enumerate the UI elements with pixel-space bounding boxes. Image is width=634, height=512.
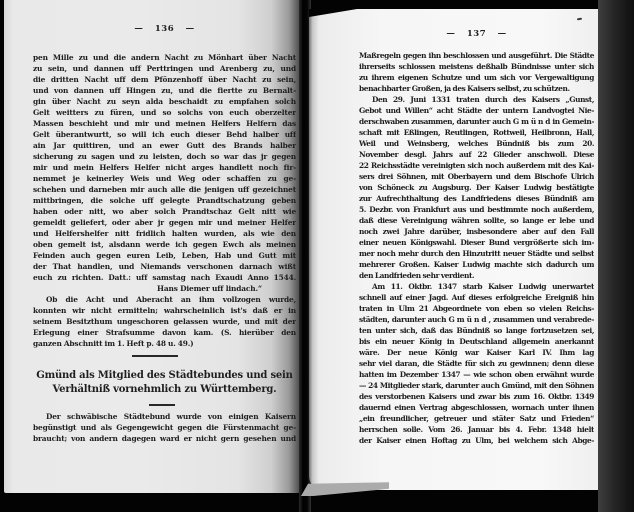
text-line: zu ihrem eigenen Schutze und um sich vor Vergewaltigung xyxy=(359,73,594,82)
text-line: Erlegung einer Strafsumme davon kam. (S. hierüber den xyxy=(33,328,296,337)
text-line: mittbringen, die solche uff gelegte Prandtschatzung geben xyxy=(33,196,296,205)
text-line: mir und mein Helfers Helfer nicht arges handlett noch fir- xyxy=(33,163,296,172)
text-line: benachbarter Großen, ja des Kaisers selbst, zu schützen. xyxy=(359,84,570,93)
right-page-text-column xyxy=(359,50,594,446)
left-paragraph-commentary xyxy=(33,294,296,349)
text-line: pen Mille zu und die andern Nacht zu Mönhart über Nacht xyxy=(33,53,296,62)
right-paragraph-intro xyxy=(359,50,594,94)
text-line: Gelt weitters zu füren, und so solchs von euch oberzelter xyxy=(33,108,296,117)
heading-divider-rule xyxy=(149,404,175,406)
text-line: 5. Dezbr. von Frankfurt aus und bestimmte noch außerdem, xyxy=(359,205,594,214)
text-line: und von dannen uff Hingen zu, und die fiertte zu Bernalt- xyxy=(33,86,296,95)
text-line: Gelt überantwurtt, so will ich euch dieser Behd halber uff xyxy=(33,130,296,139)
text-line: Gebot und Willen“ acht Städte der untern Landvogtei Nie- xyxy=(359,106,594,115)
text-line: euch zu richten. Datt.: uff samstag nach Exaudi Anno 1544. xyxy=(33,273,296,282)
text-line: 22 Reichsstädte vereinigten sich noch außerdem mit des Kai- xyxy=(359,161,594,170)
text-line: — 24 Mitglieder stark, darunter auch Gmünd, mit den Söhnen xyxy=(359,381,594,390)
text-line: mer noch mehr durch den Hinzutritt neuer Städte und selbst xyxy=(359,249,594,258)
text-line: Ob die Acht und Aberacht an ihm vollzogen wurde, xyxy=(46,295,296,304)
text-line: sehr viel daran, die Städte für sich zu gewinnen; denn diese xyxy=(359,359,594,368)
text-line: gemeldt geliefert, oder aber jr gegen mir und meiner Helfer xyxy=(33,218,296,227)
section-heading xyxy=(33,369,296,397)
text-line: begünstigt und als Gegengewicht gegen die Fürstenmacht ge- xyxy=(33,423,296,432)
text-line: braucht; von andern dagegen ward er nicht gern gesehen und xyxy=(33,434,296,443)
text-line: dauernd einen Vertrag abgeschlossen, wornach unter ihnen xyxy=(359,403,594,412)
text-line: des verstorbenen Kaisers und zwar bis zum 16. Oktbr. 1349 xyxy=(359,392,594,401)
left-paragraph-brandbrief xyxy=(33,52,296,283)
left-page xyxy=(4,0,304,493)
text-line: Feinden auch gegen euren Leib, Leben, Hab und Gutt mit xyxy=(33,251,296,260)
text-line: konnten wir nicht ermitteln; wahrscheinlich ist's daß er in xyxy=(33,306,296,315)
text-line: Maßregeln gegen ihn beschlossen und ausgeführt. Die Städte xyxy=(359,51,594,60)
text-line: hatten im Dezember 1347 — wie schon oben erwähnt wurde xyxy=(359,370,594,379)
section-divider-rule xyxy=(132,355,178,357)
text-line: den Landfrieden sehr verdient. xyxy=(359,271,475,280)
text-line: von Schöneck zu Augsburg. Der Kaiser Ludwig bestätigte xyxy=(359,183,594,192)
text-line: die dritten Nacht uff dem Pfönzenhoff über Nacht zu sein, xyxy=(33,75,296,84)
text-line: Der schwäbische Städtebund wurde von einigen Kaisern xyxy=(46,412,296,421)
text-line: sicherung zu sagen und zu leisten, doch so war das jr gegen xyxy=(33,152,296,161)
text-line: der Kaiser einen Hoftag zu Ulm, bei welchem sich Abge- xyxy=(359,436,594,445)
right-page-number-header: — 137 — xyxy=(446,29,507,39)
right-page xyxy=(309,9,598,490)
signature-line: Hans Diemer uff lindach.“ xyxy=(157,284,262,293)
text-line: oben gemelt ist, alsdann werde ich gegen Ewch als meinen xyxy=(33,240,296,249)
text-line: mehrerer Großen. Kaiser Ludwig machte sich dadurch um xyxy=(359,260,594,269)
text-line: ganzen Abschnitt im 1. Heft p. 48 u. 49.) xyxy=(33,339,194,348)
text-line: ain Jar quittiren, und an ewer Gutt des Brands halber xyxy=(33,141,296,150)
text-line: daß diese Vereinigung währen sollte, so lange er lebe und xyxy=(359,216,594,225)
text-line: wäre. Der neue König war Kaiser Karl IV. Ihm lag xyxy=(359,348,594,357)
text-line: schaft mit Eßlingen, Reutlingen, Rottweil, Heilbronn, Hall, xyxy=(359,128,594,137)
text-line: seinem Besitzthum ungeschoren gelassen wurde, und mit der xyxy=(33,317,296,326)
text-line: haben oder nitt, wo aber solch Prandtschaz Gelt nitt wie xyxy=(33,207,296,216)
text-line: bis ein neuer König in Deutschland allgemein anerkannt xyxy=(359,337,594,346)
text-line: Weil und Weinsberg, welches Bündniß bis zum 20. xyxy=(359,139,594,148)
right-paragraph-buendnis-1331 xyxy=(359,94,594,281)
text-line: einer neuen Königswahl. Dieser Bund vergrößerte sich im- xyxy=(359,238,594,247)
text-line: derschwaben zusammen, darunter auch G m ü n d in Gemein- xyxy=(359,117,594,126)
text-line: städten, darunter auch G m ü n d , zusammen und verabrede- xyxy=(359,315,594,324)
text-line: der That handlen, und Niemands verschonen darnach wißt xyxy=(33,262,296,271)
ink-speck xyxy=(577,18,582,21)
left-paragraph-staedtebund xyxy=(33,411,296,444)
text-line: herrschen solle. Vom 26. Januar bis 4. Febr. 1348 hielt xyxy=(359,425,594,434)
text-line: schehen und darneben mir auch alle die jenigen uff gezeichnet xyxy=(33,185,296,194)
text-line: schnell auf einer Jagd. Auf dieses erfolgreiche Ereigniß hin xyxy=(359,293,594,302)
text-line: November desgl. Jahrs auf 22 Glieder anschwoll. Diese xyxy=(359,150,594,159)
text-line: ten unter sich, daß das Bündniß so lange fortzusetzen sei, xyxy=(359,326,594,335)
right-paragraph-karl-iv xyxy=(359,281,594,446)
text-line: „ein freundlicher, getreuer und stäter Satz und Frieden“ xyxy=(359,414,594,423)
left-page-text-column xyxy=(33,52,296,444)
text-line: traten in Ulm 21 Abgeordnete von eben so vielen Reichs- xyxy=(359,304,594,313)
text-line: zur Aufrechthaltung des Landfriedens dieses Bündniß am xyxy=(359,194,594,203)
text-line: Am 11. Oktbr. 1347 starb Kaiser Ludwig unerwartet xyxy=(372,282,594,291)
text-line: zu sein, und dannen uff Perttringen und Arenberg zu, und xyxy=(33,64,296,73)
text-line: gin über Nacht zu seyn alda beschaidt zu empfahen solch xyxy=(33,97,296,106)
section-heading-line-2: Verhältniß vornehmlich zu Württemberg. xyxy=(52,384,277,395)
text-line: noch zwei Jahre darüber, insbesondere aber auf den Fall xyxy=(359,227,594,236)
text-line: sers drei Söhnen, mit Oberbayern und dem Bischofe Ulrich xyxy=(359,172,594,181)
text-line: Massen beschieht und mir und meinen Helfers Helfern das xyxy=(33,119,296,128)
section-heading-line-1: Gmünd als Mitglied des Städtebundes und sein xyxy=(36,370,293,381)
text-line: ihrerseits schlossen meistens deßhalb Bündnisse unter sich xyxy=(359,62,594,71)
text-line: und Helfershelfer nitt fridlich halten wurden, als wie den xyxy=(33,229,296,238)
text-line: Den 29. Juni 1331 traten durch des Kaisers „Gunst, xyxy=(372,95,594,104)
left-page-number-header: — 136 — xyxy=(134,24,195,34)
scanner-background-strip xyxy=(598,0,634,512)
text-line: nemmet je keinerley Weis und Weg oder schaffen zu ge- xyxy=(33,174,296,183)
